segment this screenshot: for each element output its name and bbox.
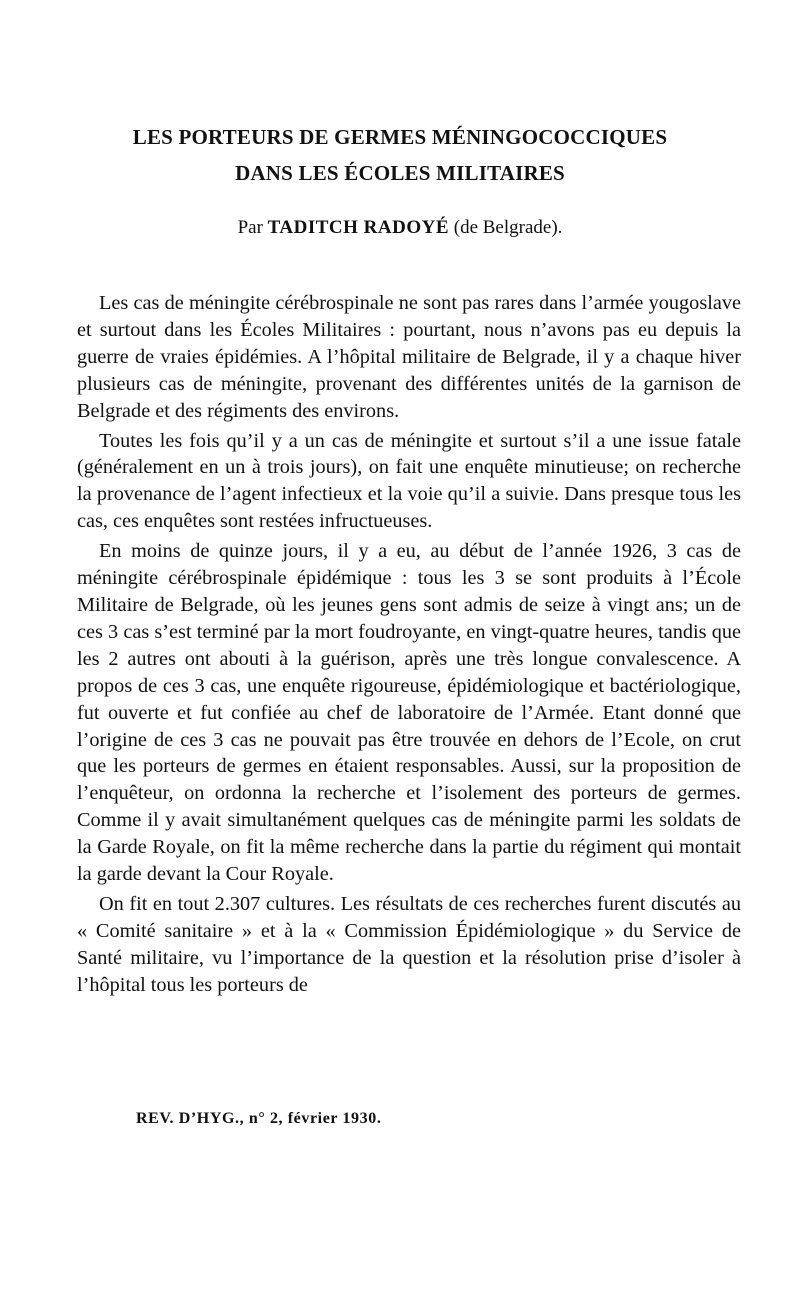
byline	[60, 215, 740, 241]
author-name: TADITCH RADOYÉ	[267, 217, 449, 238]
paragraph-3: En moins de quinze jours, il y a eu, au début de l’année 1926, 3 cas de méningite cérébrospinale épidémique : tous les 3 se sont produits à l’École Militaire de Belgrade, où les jeunes gens sont admis de seize à vingt ans; un de ces 3 cas s’est terminé par la mort foudroyante, en vingt-quatre heures, tandis que les 2 autres ont abouti à la guérison, après une très longue convalescence. A propos de ces 3 cas, une enquête rigoureuse, épidémiologique et bactériologique, fut ouverte et fut confiée au chef de laboratoire de l’Armée. Etant donné que l’origine de ces 3 cas ne pouvait pas être trouvée en dehors de l’Ecole, on crut que les porteurs de germes en étaient responsables. Aussi, sur la proposition de l’enquêteur, on ordonna la recherche et l’isolement des porteurs de germes. Comme il y avait simultanément quelques cas de méningite parmi les soldats de la Garde Royale, on fit la même recherche dans la partie du régiment qui montait la garde devant la Cour Royale.	[77, 540, 741, 886]
paragraph-2: Toutes les fois qu’il y a un cas de méningite et surtout s’il a une issue fatale (généralement en un à trois jours), on fait une enquête minutieuse; on recherche la provenance de l’agent infectieux et la voie qu’il a suivie. Dans presque tous les cas, ces enquêtes sont restées infructueuses.	[77, 429, 741, 533]
article-title-line-1: LES PORTEURS DE GERMES MÉNINGOCOCCIQUES	[132, 125, 668, 149]
paragraph-4: On fit en tout 2.307 cultures. Les résultats de ces recherches furent discutés au « Comité sanitaire » et à la « Commission Épidémiologique » du Service de Santé militaire, vu l’importance de la question et la résolution prise d’isoler à l’hôpital tous les porteurs de	[77, 892, 741, 996]
article-title-line-2: DANS LES ÉCOLES MILITAIRES	[235, 161, 565, 185]
author-affiliation: (de Belgrade).	[453, 217, 563, 238]
journal-citation: REV. D’HYG., n° 2, février 1930.	[136, 1110, 382, 1127]
article-body	[77, 290, 741, 999]
paragraph-1: Les cas de méningite cérébrospinale ne sont pas rares dans l’armée yougoslave et surtout dans les Écoles Militaires : pourtant, nous n’avons pas eu depuis la guerre de vraies épidémies. A l’hôpital militaire de Belgrade, il y a chaque hiver plusieurs cas de méningite, provenant des différentes unités de la garnison de Belgrade et des régiments des environs.	[77, 292, 741, 422]
byline-prefix: Par	[237, 217, 263, 238]
